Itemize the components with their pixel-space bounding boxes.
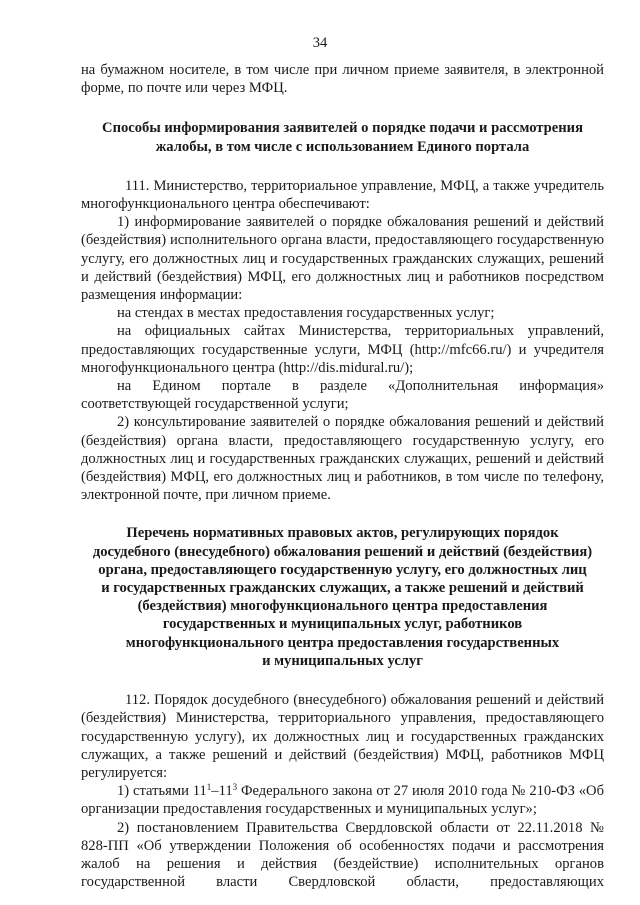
heading-line: и государственных гражданских служащих, а также решений и действий: [101, 580, 584, 597]
heading-line: Способы информирования заявителей о порядке подачи и рассмотрения: [102, 120, 583, 137]
heading-line: (бездействия) многофункционального центра предоставления: [137, 598, 548, 615]
heading-line: органа, предоставляющего государственную услугу, его должностных лиц: [98, 561, 587, 578]
heading-line: и муниципальных услуг: [262, 652, 423, 669]
heading-line: государственных и муниципальных услуг, работников: [162, 616, 523, 633]
intro-line-2: форме, по почте или через МФЦ.: [81, 80, 288, 97]
superscript: 3: [232, 782, 238, 793]
superscript: 1: [206, 782, 212, 793]
paragraph-111-sub-b: на официальных сайтах Министерства, территориальных управлений, предоставляющих государственные услуги, МФЦ (http://mfc66.ru/) и учредителя многофункционального центра (http://dis.midural.ru/);: [81, 323, 604, 376]
heading-line: жалобы, в том числе с использованием Единого портала: [155, 138, 530, 155]
heading-line: досудебного (внесудебного) обжалования решений и действий (бездействия): [92, 543, 593, 560]
section-heading-regulations: [81, 524, 604, 670]
paragraph-111-sub-a: на стендах в местах предоставления государственных услуг;: [117, 305, 495, 322]
paragraph-112: 112. Порядок досудебного (внесудебного) обжалования решений и действий (бездействия) Министерства, территориального управления, предоставляющего государственную услугу), их должностных лиц и государственных гражданских служащих, а также решений и действий (бездействия) МФЦ, работников МФЦ регулируется:: [81, 692, 604, 781]
heading-line: многофункционального центра предоставления государственных: [125, 634, 560, 651]
item-text: –11: [211, 783, 233, 800]
paragraph-112-item-2: 2) постановлением Правительства Свердловской области от 22.11.2018 № 828-ПП «Об утверждении Положения об особенностях подачи и рассмотрения жалоб на решения и действия (бездействие) исполнительных органов государственной власти Свердловской области, предоставляющих: [81, 819, 604, 891]
paragraph-111-item-1: 1) информирование заявителей о порядке обжалования решений и действий (бездействия) исполнительного органа власти, предоставляющего государственную услугу, его должностных лиц и государственных гражданских служащих, решений и действий (бездействия) МФЦ, его должностных лиц и работников посредством размещения информации:: [81, 214, 604, 304]
item-text: Федерального закона от 27 июля 2010 года № 210-ФЗ «Об организации предоставления государственных и муниципальных услуг»;: [81, 783, 604, 818]
heading-line: Перечень нормативных правовых актов, регулирующих порядок: [126, 525, 559, 542]
paragraph-111-sub-c: на Едином портале в разделе «Дополнительная информация» соответствующей государственной услуги;: [81, 378, 604, 413]
paragraph-111-item-2: 2) консультирование заявителей о порядке обжалования решений и действий (бездействия) органа власти, предоставляющего государственную услугу, его должностных лиц и государственных гражданских служащих, решений и действий (бездействия) МФЦ, его должностных лиц и работников, в том числе по телефону, электронной почте, при личном приеме.: [81, 414, 604, 504]
paragraph-111: 111. Министерство, территориальное управление, МФЦ, а также учредитель многофункционального центра обеспечивают:: [81, 177, 604, 213]
section-heading-complaint-info: [81, 119, 604, 155]
item-text: 1) статьями 11: [117, 783, 207, 800]
intro-line-1: на бумажном носителе, в том числе при личном приеме заявителя, в электронной: [81, 62, 604, 78]
page-number: 34: [312, 35, 328, 51]
page-content: [81, 61, 604, 891]
paragraph-112-item-1: [81, 782, 604, 818]
